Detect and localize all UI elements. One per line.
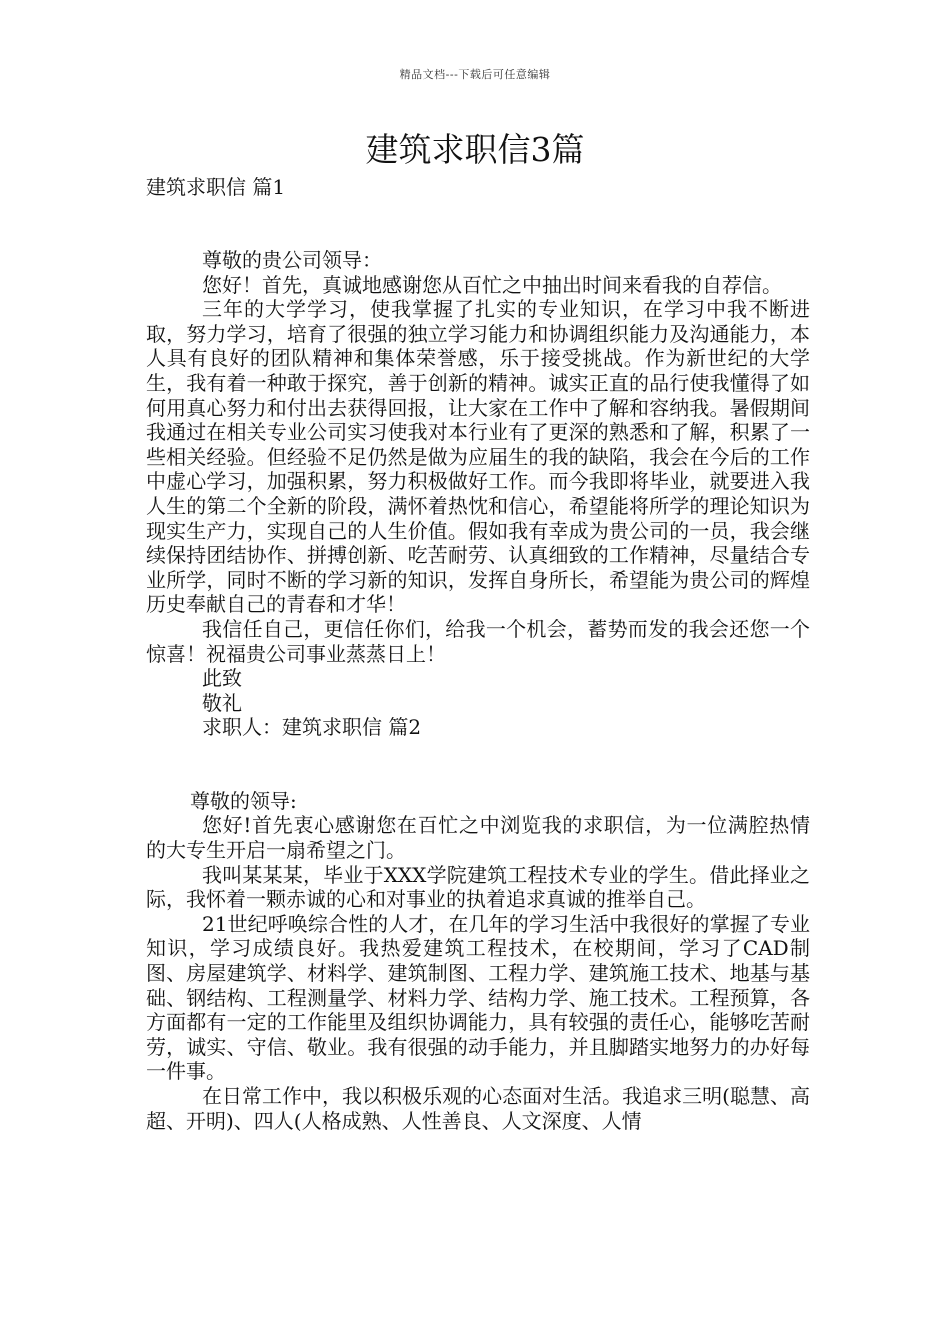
- letter2-paragraph: 您好!首先衷心感谢您在百忙之中浏览我的求职信，为一位满腔热情的大专生开启一扇希望之门。: [146, 813, 810, 863]
- section-label: 建筑求职信 篇1: [146, 175, 286, 199]
- letter1-salutation: 尊敬的贵公司领导：: [202, 248, 382, 272]
- letter1-paragraph: 我信任自己，更信任你们，给我一个机会，蓄势而发的我会还您一个惊喜！祝福贵公司事业蒸蒸日上！: [146, 616, 810, 666]
- header-note: 精品文档---下载后可任意编辑: [399, 68, 551, 81]
- document-body: [146, 248, 810, 1133]
- letter2-paragraph: 21世纪呼唤综合性的人才，在几年的学习生活中我很好的掌握了专业知识，学习成绩良好。我热爱建筑工程技术，在校期间，学习了CAD制图、房屋建筑学、材料学、建筑制图、工程力学、建筑施工技术、地基与基础、钢结构、工程测量学、材料力学、结构力学、施工技术。工程预算，各方面都有一定的工作能里及组织协调能力，具有较强的责任心，能够吃苦耐劳，诚实、守信、敬业。我有很强的动手能力，并且脚踏实地努力的办好每一件事。: [146, 911, 810, 1084]
- document-title: 建筑求职信3篇: [365, 130, 585, 169]
- spacer: [146, 740, 810, 789]
- letter2-paragraph: 在日常工作中，我以积极乐观的心态面对生活。我追求三明(聪慧、高超、开明)、四人(人格成熟、人性善良、人文深度、人情: [146, 1084, 810, 1133]
- letter1-closing: 敬礼: [202, 690, 242, 715]
- letter2-paragraph: 我叫某某某，毕业于XXX学院建筑工程技术专业的学生。借此择业之际，我怀着一颗赤诚的心和对事业的执着追求真诚的推举自己。: [146, 862, 810, 912]
- letter1-closing: 此致: [202, 666, 242, 691]
- letter1-paragraph: 三年的大学学习，使我掌握了扎实的专业知识，在学习中我不断进取，努力学习，培育了很强的独立学习能力和协调组织能力及沟通能力，本人具有良好的团队精神和集体荣誉感，乐于接受挑战。作为新世纪的大学生，我有着一种敢于探究，善于创新的精神。诚实正直的品行使我懂得了如何用真心努力和付出去获得回报，让大家在工作中了解和容纳我。暑假期间我通过在相关专业公司实习使我对本行业有了更深的熟悉和了解，积累了一些相关经验。但经验不足仍然是做为应届生的我的缺陷，我会在今后的工作中虚心学习，加强积累，努力积极做好工作。而今我即将毕业，就要进入我人生的第二个全新的阶段，满怀着热忱和信心，希望能将所学的理论知识为现实生产力，实现自己的人生价值。假如我有幸成为贵公司的一员，我会继续保持团结协作、拼搏创新、吃苦耐劳、认真细致的工作精神，尽量结合专业所学，同时不断的学习新的知识，发挥自身所长，希望能为贵公司的辉煌历史奉献自己的青春和才华！: [146, 297, 810, 617]
- letter2-salutation: 尊敬的领导:: [190, 788, 297, 813]
- letter1-signature: 求职人：建筑求职信 篇2: [202, 715, 422, 740]
- letter1-paragraph: 您好！首先，真诚地感谢您从百忙之中抽出时间来看我的自荐信。: [202, 272, 782, 297]
